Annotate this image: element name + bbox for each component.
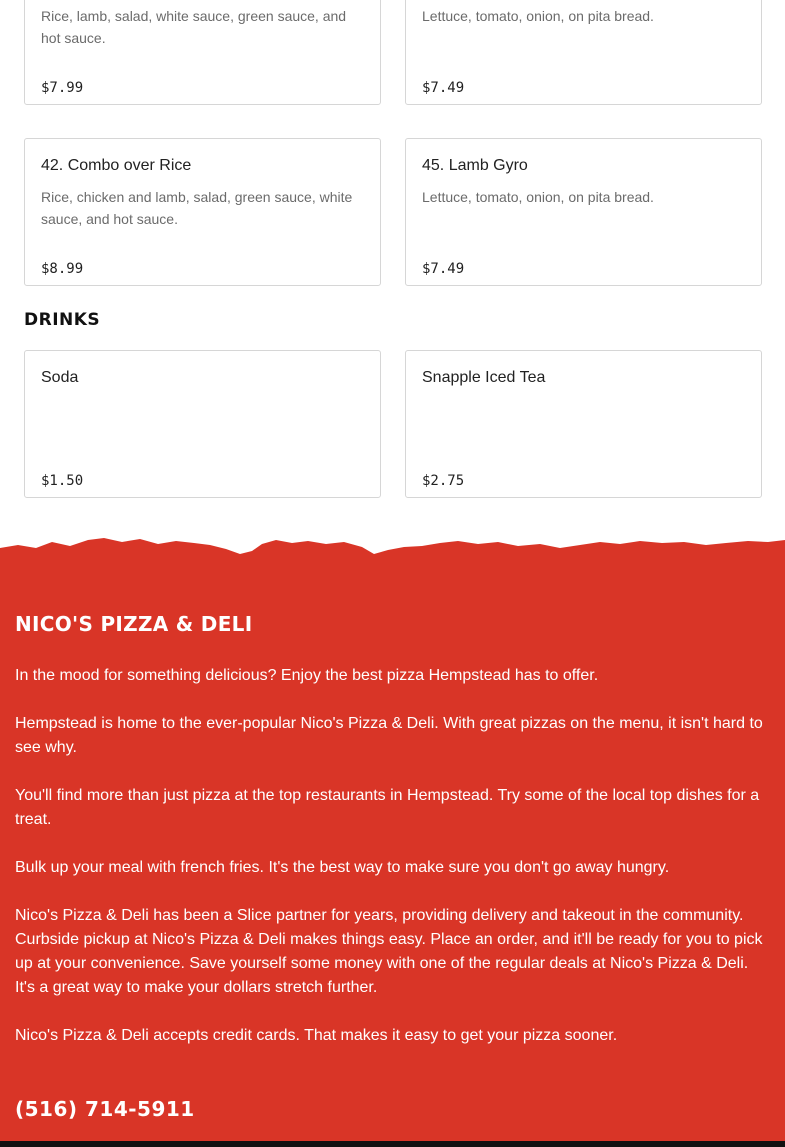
menu-item-card[interactable] [24,0,381,105]
footer-paragraph: In the mood for something delicious? Enjoy the best pizza Hempstead has to offer. [15,667,599,684]
footer-paragraph: You'll find more than just pizza at the top restaurants in Hempstead. Try some of the local top dishes for a treat. [15,787,760,828]
menu-item-price: $7.49 [422,80,465,96]
menu-item-card-combo-over-rice[interactable] [24,138,381,286]
menu-item-card-lamb-gyro[interactable] [405,138,762,286]
footer-paragraph: Bulk up your meal with french fries. It's the best way to make sure you don't go away hungry. [15,859,670,876]
menu-item-name: Snapple Iced Tea [422,369,546,386]
menu-item-description: Lettuce, tomato, onion, on pita bread. [422,8,654,24]
footer-paragraph: Nico's Pizza & Deli has been a Slice partner for years, providing delivery and takeout in the community. Curbside pickup at Nico's Pizza & Deli makes things easy. Place an order, and it'll be ready for you to pick up at your convenience. Save yourself some money with one of the regular deals at Nico's Pizza & Deli. It's a great way to make your dollars stretch further. [15,907,763,996]
menu-item-description: Lettuce, tomato, onion, on pita bread. [422,189,654,205]
menu-item-name: Soda [41,369,79,386]
menu-item-card-snapple-iced-tea[interactable] [405,350,762,498]
menu-item-card-soda[interactable] [24,350,381,498]
phone-link[interactable]: (516) 714-5911 [15,1097,195,1121]
restaurant-footer [0,536,785,1147]
menu-item-price: $7.99 [41,80,84,96]
section-heading-drinks: DRINKS [24,310,101,330]
menu-item-description: Rice, lamb, salad, white sauce, green sauce, and hot sauce. [41,8,347,46]
menu-item-price: $8.99 [41,261,84,277]
menu-item-price: $7.49 [422,261,465,277]
bottom-bar [0,1141,785,1147]
menu-item-price: $2.75 [422,473,465,489]
footer-restaurant-name: NICO'S PIZZA & DELI [15,612,253,636]
menu-item-price: $1.50 [41,473,84,489]
menu-item-card[interactable] [405,0,762,105]
menu-item-description: Rice, chicken and lamb, salad, green sauce, white sauce, and hot sauce. [41,189,353,227]
footer-paragraph: Hempstead is home to the ever-popular Nico's Pizza & Deli. With great pizzas on the menu, it isn't hard to see why. [15,715,763,756]
footer-paragraph: Nico's Pizza & Deli accepts credit cards. That makes it easy to get your pizza sooner. [15,1027,618,1044]
menu-item-name: 42. Combo over Rice [41,157,192,174]
menu-item-name: 45. Lamb Gyro [422,157,528,174]
